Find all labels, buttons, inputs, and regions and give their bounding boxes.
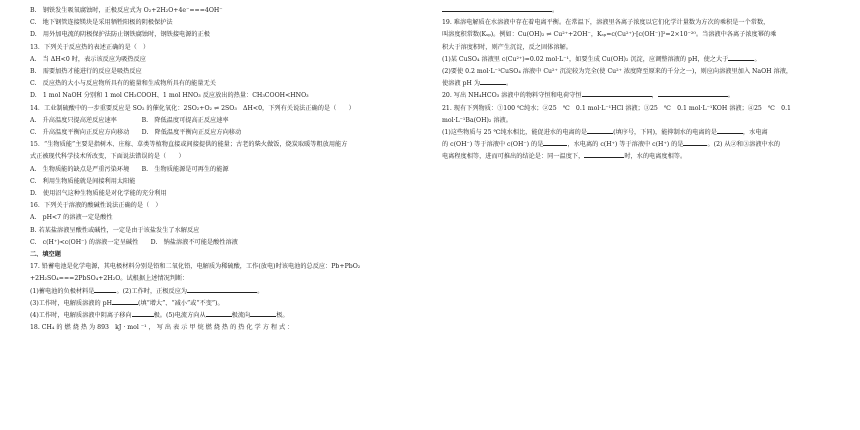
answer-blank[interactable] (132, 316, 154, 317)
q18-end: 。 (552, 7, 559, 14)
answer-blank[interactable] (728, 60, 754, 61)
q17-sub-3 (30, 299, 420, 309)
q17-sub4-text: (4)工作时，电解质溶液中阴离子移向 (30, 312, 132, 320)
q16-options-cd: C. c(H⁺)<c(OH⁻) 的溶液一定呈碱性 D. 钠盐溶液不可能是酸性溶液 (30, 238, 238, 246)
q19-sub2-ph: 使溶液 pH 为 (442, 80, 481, 88)
q18-stem: 18. CH₄ 的 燃 烧 热 为 893 kJ · mol ⁻¹ ， 写 出 表 示 甲 烷 燃 烧 热 的 热 化 学 方 程 式 ： (30, 324, 294, 332)
answer-blank[interactable] (582, 96, 652, 97)
q17-sub3-hint: (填“增大”、“减小”或“不变”)。 (137, 299, 224, 307)
q21-sub2-end: 时，水的电离度相等。 (624, 153, 687, 161)
answer-blank[interactable] (187, 292, 257, 293)
q13-stem: 13．下列关于反应热的表述正确的是（ ） (30, 43, 150, 51)
q15-stem-line2: 式正被现代科学技术所改变，下面说法错误的是（ ） (30, 153, 185, 161)
q21-sub2-conclusion: 电离程度相等，进而可推出的结论是：同一温度下， (442, 153, 585, 161)
answer-blank[interactable] (717, 133, 743, 134)
answer-blank[interactable] (658, 96, 728, 97)
answer-blank[interactable] (442, 11, 552, 12)
q21-sub1b-text: 的 c(OH⁻) 等于溶液中 c(OH⁻) 的是 (442, 141, 544, 149)
q21-sub1-line1 (442, 128, 842, 138)
q17-stem-line2: +2H₂SO₄===2PbSO₄+2H₂O。试根据上述情况判断： (30, 275, 189, 283)
q21-sub1-mid: (填序号，下同)，能抑制水的电离的是 (613, 129, 717, 137)
q17-sub3-text: (3)工作时，电解质溶液的 pH (30, 299, 112, 307)
q19-stem-line3: 积大于溶度积时，则产生沉淀，反之固体溶解。 (442, 43, 572, 51)
q13-option-b: B. 需要加热才能进行的反应是吸热反应 (30, 68, 142, 76)
q21-stem-line2: mol·L⁻¹Ba(OH)₂ 溶液。 (442, 116, 512, 124)
q19-sub2-line2 (442, 79, 842, 89)
q19-sub1 (442, 55, 842, 65)
q21-sub2-line2 (442, 152, 842, 162)
q16-option-b: B. 若某盐溶液呈酸性或碱性，一定是由于该盐发生了水解反应 (30, 226, 200, 234)
q21-stem-line1: 21. 现有下列物质：①100 ℃纯水；②25 ℃ 0.1 mol·L⁻¹HCl 溶液；③25 ℃ 0.1 mol·L⁻¹KOH 溶液；④25 ℃ 0.1 (442, 104, 791, 112)
q12-option-c: C. 地下钢管连接镁块是采用牺牲阳极的阴极保护法 (30, 19, 173, 27)
q12-option-d: D. 用外加电流的阴极保护法防止钢铁腐蚀时，钢铁接电源的正极 (30, 31, 210, 39)
q17-sub5-text: 极。(5)电流方向从 (153, 312, 206, 320)
q19-sub1-end: 。 (754, 55, 761, 63)
q19-stem-line1: 19. 难溶电解质在水溶液中存在着电离平衡。在常温下，溶液里各离子浓度以它们化学计量数为方次的乘积是一个常数， (442, 19, 770, 27)
q17-sub5-mid: 极流向 (231, 312, 251, 320)
answer-blank[interactable] (250, 316, 276, 317)
q17-sub-4-5 (30, 311, 420, 321)
q21-sub1-end: ，水电离 (742, 129, 768, 137)
q20-stem (442, 91, 842, 101)
q17-sub2-text: 。(2)工作时，正极反应为 (116, 287, 188, 295)
q21-sub1b-mid: ，水电离的 c(H⁺) 等于溶液中 c(H⁺) 的是 (567, 141, 684, 149)
answer-blank[interactable] (206, 316, 232, 317)
q19-sub2: (2)要使 0.2 mol·L⁻¹CuSO₄ 溶液中 Cu²⁺ 沉淀较为完全(使 Cu²⁺ 浓度降至原来的千分之一)，则应向溶液里加入 NaOH 溶液， (442, 68, 793, 76)
q21-sub1-line2 (442, 140, 842, 150)
answer-blank[interactable] (584, 157, 624, 158)
answer-blank[interactable] (94, 292, 116, 293)
q12-option-b: B. 钢铁发生吸氧腐蚀时，正极反应式为 O₂+2H₂O+4e⁻===4OH⁻ (30, 7, 223, 14)
q21-sub2-text: 。(2) 从②和③溶液中水的 (707, 141, 781, 149)
answer-blank[interactable] (112, 304, 138, 305)
q16-option-a: A. pH<7 的溶液一定是酸性 (30, 214, 113, 222)
q18-answer-line (442, 6, 842, 16)
answer-blank[interactable] (543, 145, 567, 146)
q14-options-cd: C. 升高温度平衡向正反应方向移动 D. 降低温度平衡向正反应方向移动 (30, 129, 242, 137)
q21-sub1-text: (1)这些物质与 25 ℃纯水相比，能促进水的电离的是 (442, 129, 588, 137)
left-column (30, 6, 420, 335)
q17-stem-line1: 17. 铅蓄电池是化学电源，其电极材料分别是铅和二氧化铅，电解质为稀硫酸，工作(放电)时该电池的总反应：Pb+PbO₂ (30, 263, 361, 271)
q19-sub2-end: 。 (506, 80, 513, 88)
q15-stem-line1: 15．“生物质能”主要是指树木、庄稼、草类等植物直接或间接提供的能量；古老的柴火做饭，烧炭取暖等粗放用能方 (30, 141, 348, 149)
q13-option-c: C. 反应热的大小与反应物所具有的能量和生成物所具有的能量无关 (30, 80, 216, 88)
section-heading-fill-in: 二、填空题 (30, 251, 61, 259)
q17-sub1-text: (1)蓄电池的负极材料是 (30, 287, 95, 295)
q20-text: 20. 写出 NH₄HCO₃ 溶液中的物料守恒和电荷守恒 (442, 92, 582, 100)
q15-option-d: D. 使用沼气这种生物质能是对化学能的充分利用 (30, 190, 167, 198)
q14-stem: 14．工业制硫酸中的一步重要反应是 SO₂ 的催化氧化：2SO₂+O₂ ⇌ 2SO₃ ΔH<0，下列有关说法正确的是（ ） (30, 104, 355, 112)
answer-blank[interactable] (683, 145, 707, 146)
q20-end: 。 (727, 92, 734, 100)
q19-sub1-text: (1)某 CuSO₄ 溶液里 c(Cu²⁺)=0.02 mol·L⁻¹，如要生成 Cu(OH)₂ 沉淀，应调整溶液的 pH，使之大于 (442, 55, 729, 63)
q19-stem-line2: 叫溶度积常数(Kₛₚ)。例如：Cu(OH)₂ ⇌ Cu²⁺+2OH⁻，Kₛₚ=c(Cu²⁺)·[c(OH⁻)]²=2×10⁻²⁰。当溶液中各离子浓度幂的乘 (442, 31, 777, 39)
q13-option-a: A. 当 ΔH<0 时，表示该反应为吸热反应 (30, 55, 146, 63)
q17-sub2-end: 。 (257, 287, 264, 295)
q20-sep: ， (651, 92, 658, 100)
q15-option-c: C. 利用生物质能就是间接利用太阳能 (30, 177, 136, 185)
q16-stem: 16．下列关于溶液的酸碱性说法正确的是（ ） (30, 202, 162, 210)
right-column (442, 6, 842, 165)
answer-blank[interactable] (587, 133, 613, 134)
q17-sub-1-2 (30, 287, 420, 297)
answer-blank[interactable] (480, 84, 506, 85)
q17-sub5-end: 极。 (276, 312, 289, 320)
q14-options-ab: A. 升高温度只提高逆反应速率 B. 降低温度可提高正反应速率 (30, 116, 229, 124)
q13-option-d: D. 1 mol NaOH 分别和 1 mol CH₃COOH、1 mol HNO₃ 反应放出的热量：CH₃COOH<HNO₃ (30, 92, 309, 100)
q15-options-ab: A. 生物质能的缺点是严重污染环境 B. 生物质能源是可再生的能源 (30, 165, 229, 173)
